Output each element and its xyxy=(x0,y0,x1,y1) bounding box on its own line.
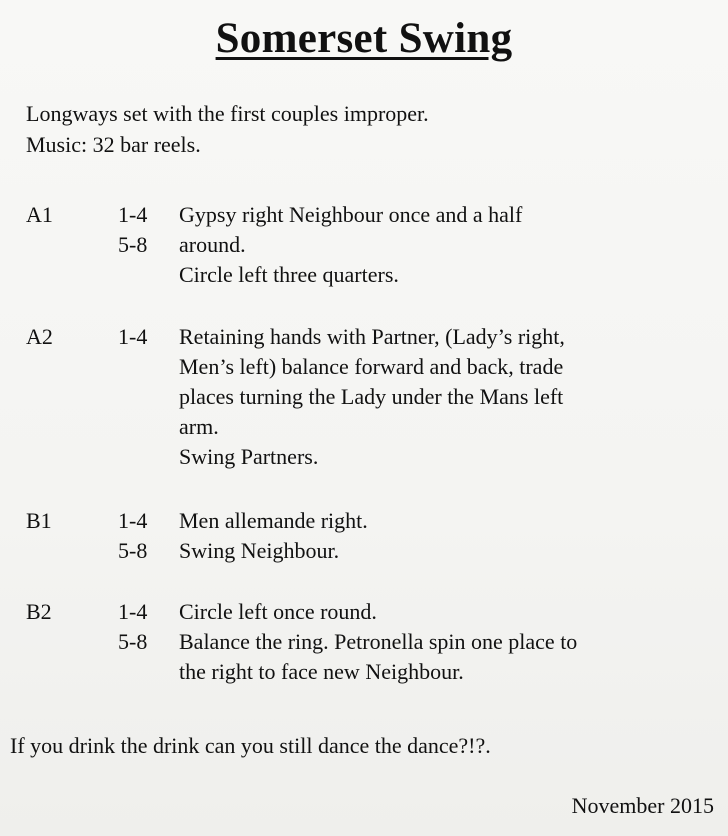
page-title: Somerset Swing xyxy=(215,15,513,62)
figure-line: Gypsy right Neighbour once and a half xyxy=(179,202,523,227)
intro-music: Music: 32 bar reels. xyxy=(26,132,201,157)
figure-description xyxy=(179,200,719,290)
bar-count: 5-8 xyxy=(118,538,148,563)
bar-counts xyxy=(118,506,178,566)
figure-line: Men allemande right. xyxy=(179,508,368,533)
bar-count: 1-4 xyxy=(118,324,148,349)
intro xyxy=(26,98,429,160)
figure-line: around. xyxy=(179,232,246,257)
section-label: B2 xyxy=(26,599,52,624)
figure-description xyxy=(179,322,719,472)
bar-count: 1-4 xyxy=(118,599,148,624)
figure-line: Circle left once round. xyxy=(179,599,377,624)
figure-line: Men’s left) balance forward and back, trade xyxy=(179,354,564,379)
bar-counts xyxy=(118,200,178,260)
closing-remark: If you drink the drink can you still dance the dance?!?. xyxy=(10,733,491,758)
figure-line: the right to face new Neighbour. xyxy=(179,659,464,684)
intro-formation: Longways set with the first couples improper. xyxy=(26,101,429,126)
figure-line: arm. xyxy=(179,414,219,439)
figure-line: Swing Partners. xyxy=(179,444,319,469)
bar-count: 5-8 xyxy=(118,232,148,257)
bar-count: 1-4 xyxy=(118,508,148,533)
figure-description xyxy=(179,506,719,566)
bar-count: 1-4 xyxy=(118,202,148,227)
figure-line: places turning the Lady under the Mans left xyxy=(179,384,564,409)
bar-count: 5-8 xyxy=(118,629,148,654)
figure-line: Balance the ring. Petronella spin one place to xyxy=(179,629,578,654)
figure-description xyxy=(179,597,719,687)
bar-counts xyxy=(118,597,178,657)
figure-line: Retaining hands with Partner, (Lady’s right, xyxy=(179,324,565,349)
section-label: A2 xyxy=(26,324,53,349)
document-date: November 2015 xyxy=(571,793,714,818)
figure-line: Swing Neighbour. xyxy=(179,538,340,563)
section-label: B1 xyxy=(26,508,52,533)
bar-counts xyxy=(118,322,178,352)
figure-line: Circle left three quarters. xyxy=(179,262,399,287)
section-label: A1 xyxy=(26,202,53,227)
